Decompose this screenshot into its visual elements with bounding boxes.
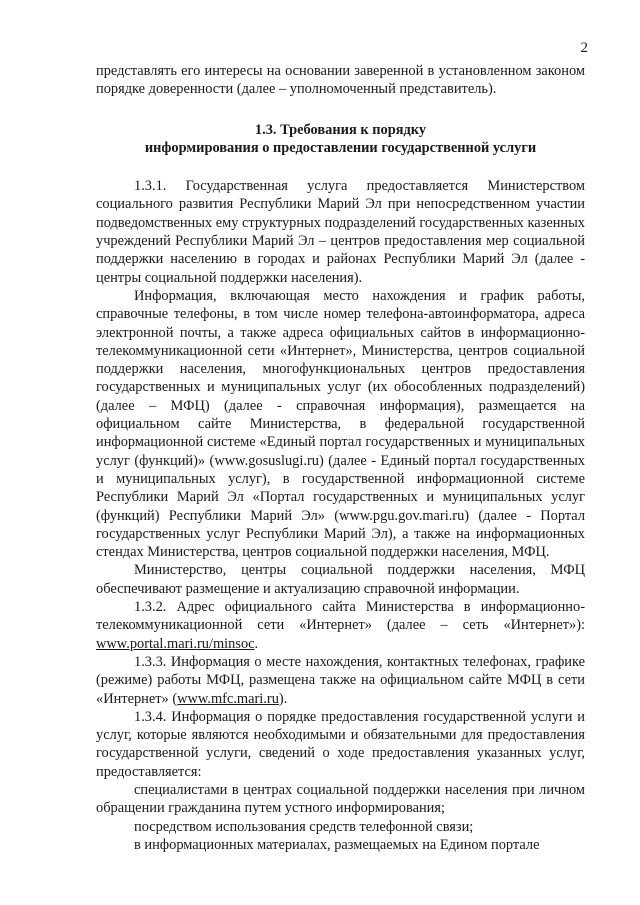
section-heading-line-2: информирования о предоставлении государственной услуги: [144, 139, 537, 156]
list-item-specialists: специалистами в центрах социальной поддержки населения при личном обращении гражданина путем устного информирования;: [96, 781, 585, 817]
paragraph-1-3-3-text: 1.3.3. Информация о месте нахождения, контактных телефонах, графике (режиме) работы МФЦ, размещена также на официальном сайте МФЦ в сети «Интернет» (: [96, 653, 585, 707]
section-heading-line-1: 1.3. Требования к порядку: [254, 121, 427, 138]
list-item-telephone: посредством использования средств телефонной связи;: [134, 818, 474, 835]
paragraph-info: Информация, включающая место нахождения и график работы, справочные телефоны, в том числе номер телефона-автоинформатора, адреса электронной почты, а также адреса официальных сайтов в информационно-телекоммуникационной сети «Интернет», Министерства, центров социальной поддержки населения, многофункциональных центров предоставления государственных и муниципальных услуг (их обособленных подразделений) (далее – МФЦ) (далее - справочная информация), размещается на официальном сайте Министерства, в федеральной государственной информационной системе «Единый портал государственных и муниципальных услуг (функций)» (www.gosuslugi.ru) (далее - Единый портал государственных и муниципальных услуг), в государственной информационной системе Республики Марий Эл «Портал государственных и муниципальных услуг (функций) Республики Марий Эл» (www.pgu.gov.mari.ru) (далее - Портал государственных услуг Республики Марий Эл), а также на информационных стендах Министерства, центров социальной поддержки населения, МФЦ.: [96, 287, 585, 561]
paragraph-1-3-4: 1.3.4. Информация о порядке предоставления государственной услуги и услуг, которые являются необходимыми и обязательными для предоставления государственной услуги, сведений о ходе предоставления указанных услуг, предоставляется:: [96, 708, 585, 780]
list-item-portal: в информационных материалах, размещаемых на Едином портале: [134, 836, 540, 853]
paragraph-1-3-1: 1.3.1. Государственная услуга предоставляется Министерством социального развития Республики Марий Эл при непосредственном участии подведомственных ему структурных подразделений государственных казенных учреждений Республики Марий Эл – центров предоставления мер социальной поддержки населению в городах и районах Республики Марий Эл (далее - центры социальной поддержки населения).: [96, 178, 585, 286]
paragraph-1-3-2-end: .: [254, 635, 259, 652]
paragraph-1-3-2-text: 1.3.2. Адрес официального сайта Министерства в информационно-телекоммуникационной сети «Интернет» (далее – сеть «Интернет»):: [96, 599, 585, 634]
paragraph-1-3-3-end: ).: [278, 690, 288, 707]
paragraph-ministry: Министерство, центры социальной поддержки населения, МФЦ обеспечивают размещение и актуализацию справочной информации.: [96, 562, 585, 597]
section-heading: [96, 121, 585, 158]
paragraph-1-3-2: [96, 598, 585, 653]
paragraph-1-3-3: [96, 653, 585, 708]
page-number: 2: [580, 40, 588, 56]
mfc-site-link[interactable]: www.mfc.mari.ru: [177, 690, 279, 707]
intro-paragraph: представлять его интересы на основании заверенной в установленном законом порядке доверенности (далее – уполномоченный представитель).: [96, 63, 585, 98]
ministry-site-link[interactable]: www.portal.mari.ru/minsoc: [96, 635, 255, 652]
document-body: [96, 62, 585, 854]
